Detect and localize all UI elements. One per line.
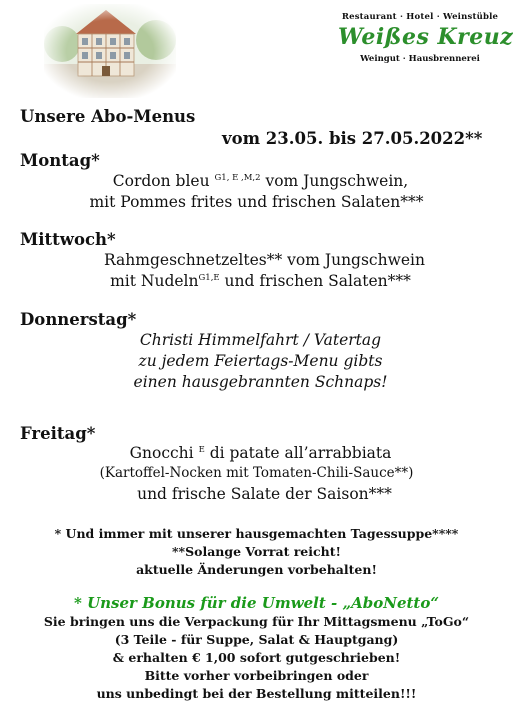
note-stock: **Solange Vorrat reicht! <box>172 544 341 559</box>
note-changes: aktuelle Änderungen vorbehalten! <box>136 562 377 577</box>
freitag-line-2: (Kartoffel-Nocken mit Tomaten-Chili-Sauce**) <box>99 465 414 481</box>
freitag-line-1 <box>4 444 513 462</box>
montag-line-1 <box>4 172 513 190</box>
mittwoch-line-1: Rahmgeschnetzeltes** vom Jungschwein <box>104 251 425 269</box>
montag-line-2: mit Pommes frites und frischen Salaten*** <box>89 193 424 211</box>
brand-block <box>338 12 513 64</box>
menu-title: Unsere Abo-Menus <box>20 107 196 126</box>
bonus-title: * Unser Bonus für die Umwelt - „AboNetto“ <box>74 594 439 612</box>
brand-name: Weißes Kreuz <box>338 24 513 50</box>
donnerstag-line-3: einen hausgebrannten Schnaps! <box>133 373 388 391</box>
freitag-dish-a: Gnocchi <box>129 444 199 462</box>
donnerstag-line-1: Christi Himmelfahrt / Vatertag <box>139 331 382 349</box>
brand-top-line: Restaurant · Hotel · Weinstüble <box>341 12 499 22</box>
freitag-allergens: E <box>198 445 205 455</box>
bonus-line-1: Sie bringen uns die Verpackung für Ihr Mittagsmenu „ToGo“ <box>43 614 470 629</box>
montag-dish-a: Cordon bleu <box>112 172 215 190</box>
montag-allergens: G1, E ,M,2 <box>214 173 261 183</box>
bonus-line-5: uns unbedingt bei der Bestellung mitteilen!!! <box>96 686 417 701</box>
mittwoch-dish-b: und frischen Salaten*** <box>219 272 411 290</box>
freitag-dish-b: di patate all’arrabbiata <box>204 444 392 462</box>
mittwoch-allergens: G1,E <box>198 273 220 283</box>
bonus-line-2: (3 Teile - für Suppe, Salat & Hauptgang) <box>114 632 399 647</box>
date-range: vom 23.05. bis 27.05.2022** <box>222 129 483 148</box>
brand-bottom-line: Weingut · Hausbrennerei <box>360 54 480 64</box>
day-heading-freitag: Freitag* <box>20 424 96 443</box>
day-heading-donnerstag: Donnerstag* <box>20 310 137 329</box>
freitag-line-3: und frische Salate der Saison*** <box>137 485 392 503</box>
bonus-line-4: Bitte vorher vorbeibringen oder <box>144 668 369 683</box>
hotel-building-image <box>44 4 176 98</box>
note-soup: * Und immer mit unserer hausgemachten Tagessuppe**** <box>54 526 459 541</box>
bonus-line-3: & erhalten € 1,00 sofort gutgeschrieben! <box>112 650 401 665</box>
montag-dish-b: vom Jungschwein, <box>260 172 409 190</box>
day-heading-montag: Montag* <box>20 151 100 170</box>
day-heading-mittwoch: Mittwoch* <box>20 230 116 249</box>
donnerstag-line-2: zu jedem Feiertags-Menu gibts <box>138 352 383 370</box>
mittwoch-dish-a: mit Nudeln <box>110 272 199 290</box>
mittwoch-line-2 <box>4 272 513 290</box>
